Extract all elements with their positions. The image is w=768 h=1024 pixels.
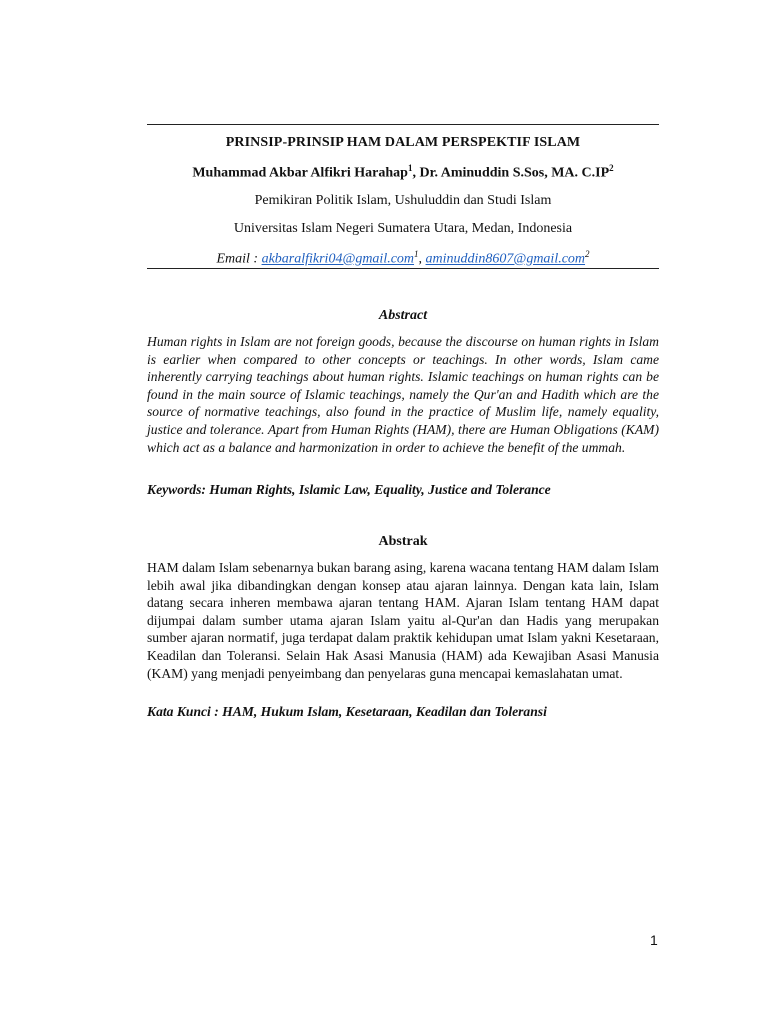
email-separator: , [418,251,426,267]
author-1: Muhammad Akbar Alfikri Harahap [192,165,408,181]
author-2-sup: 2 [609,163,614,173]
abstrak-body: HAM dalam Islam sebenarnya bukan barang asing, karena wacana tentang HAM dalam Islam lebih awal jika dibandingkan dengan konsep atau ajaran lainnya. Dengan kata lain, Islam datang secara inheren membawa ajaran tentang HAM. Ajaran Islam tentang HAM dapat dijumpai dalam sumber utama ajaran Islam yaitu al-Qur'an dan Hadis yang merupakan sumber ajaran normatif, juga terdapat dalam praktik kehidupan umat Islam yakni Kesetaraan, Keadilan dan Toleransi. Selain Hak Asasi Manusia (HAM) ada Kewajiban Asasi Manusia (KAM) yang menjadi penyeimbang dan penyelaras guna mencapai kemaslahatan umat. [147,560,659,681]
email-link-1[interactable]: akbaralfikri04@gmail.com [261,251,415,267]
author-line [147,163,659,182]
abstract-body: Human rights in Islam are not foreign goods, because the discourse on human rights in Islam is earlier when compared to other concepts or teachings. In other words, Islam came inherently carrying teachings about human rights. Islamic teachings on human rights can be found in the main source of Islamic teachings, namely the Qur'an and Hadith which are the source of normative teachings, also found in the practice of Muslim life, namely equality, justice and tolerance. Apart from Human Rights (HAM), there are Human Obligations (KAM) which act as a balance and harmonization in order to achieve the benefit of the ummah. [147,334,659,455]
email-label: Email : [216,251,262,267]
bottom-rule [147,268,659,269]
abstract-heading: Abstract [378,308,428,323]
abstrak-heading: Abstrak [378,534,428,549]
page-number: 1 [650,932,658,948]
abstract-keywords: Keywords: Human Rights, Islamic Law, Equality, Justice and Tolerance [147,482,551,497]
email-line [147,249,659,268]
abstrak-keywords: Kata Kunci : HAM, Hukum Islam, Kesetaraan, Keadilan dan Toleransi [147,704,547,719]
author-separator: , [412,165,420,181]
affiliation: Pemikiran Politik Islam, Ushuluddin dan Studi Islam [254,193,552,208]
top-rule [147,124,659,125]
paper-title: PRINSIP-PRINSIP HAM DALAM PERSPEKTIF ISLAM [225,135,581,150]
author-1-sup: 1 [407,163,413,173]
university: Universitas Islam Negeri Sumatera Utara, Medan, Indonesia [233,221,573,236]
email-link-2[interactable]: aminuddin8607@gmail.com [425,251,586,267]
email-2-sup: 2 [585,249,590,259]
author-2: Dr. Aminuddin S.Sos, MA. C.IP [419,165,610,181]
email-1-sup: 1 [414,249,419,259]
